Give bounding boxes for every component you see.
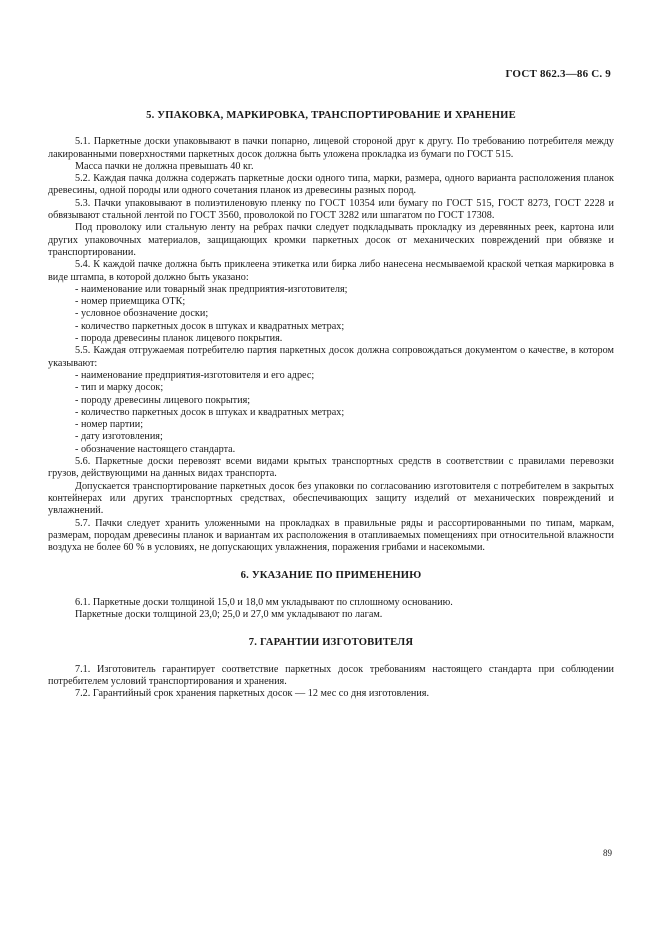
list-item: - количество паркетных досок в штуках и квадратных метрах; [75,320,345,332]
paragraph-5-2: 5.2. Каждая пачка должна содержать паркетные доски одного типа, марки, размера, одного варианта расположения планок древесины, одной породы или одного сочетания планок из древесины разных пород. [48,173,614,197]
document-body [48,106,614,700]
list-item: - номер партии; [75,419,144,431]
paragraph-7-2: 7.2. Гарантийный срок хранения паркетных досок — 12 мес со дня изготовления. [75,688,430,700]
list-item: - тип и марку досок; [75,382,164,394]
paragraph-5-3: 5.3. Пачки упаковывают в полиэтиленовую пленку по ГОСТ 10354 или бумагу по ГОСТ 515, ГОСТ 8273, ГОСТ 2228 и обвязывают стальной лентой по ГОСТ 3560, проволокой по ГОСТ 3282 или шпагатом по ГОСТ 17308. [48,197,614,222]
list-item: - наименование предприятия-изготовителя и его адрес; [75,369,315,381]
paragraph-5-3-wire: Под проволоку или стальную ленту на ребрах пачки следует подкладывать прокладку из деревянных реек, картона или других упаковочных материалов, защищающих кромки паркетных досок от механических повреждений при обвязке и транспортировании. [48,222,614,258]
paragraph-5-5: 5.5. Каждая отгружаемая потребителю партия паркетных досок должна сопровождаться документом о качестве, в котором указывают: [48,345,614,369]
paragraph-5-1: 5.1. Паркетные доски упаковывают в пачки попарно, лицевой стороной друг к другу. По требованию потребителя между лакированными поверхностями паркетных досок должна быть уложена прокладка из бумаги по ГОСТ 515. [48,136,614,160]
list-item: - условное обозначение доски; [75,308,209,320]
paragraph-5-1-mass: Масса пачки не должна превышать 40 кг. [75,160,254,172]
list-item: - порода древесины планок лицевого покрытия. [75,333,283,345]
paragraph-5-6: 5.6. Паркетные доски перевозят всеми видами крытых транспортных средств в соответствии с правилами перевозки грузов, действующими на данных видах транспорта. [48,456,614,480]
section-7-heading: 7. ГАРАНТИИ ИЗГОТОВИТЕЛЯ [248,637,414,649]
list-item: - наименование или товарный знак предприятия-изготовителя; [75,283,348,295]
list-item: - количество паркетных досок в штуках и квадратных метрах; [75,406,345,418]
paragraph-6-1: 6.1. Паркетные доски толщиной 15,0 и 18,0 мм укладывают по сплошному основанию. [75,596,453,608]
paragraph-5-7: 5.7. Пачки следует хранить уложенными на прокладках в правильные ряды и рассортированными по типам, маркам, размерам, породам древесины планок и вариантам их расположения в отапливаемых помещениях при относительной влажности воздуха не более 60 % в условиях, не допускающих увлажнения, поражения грибами и насекомыми. [48,517,614,554]
page-header: ГОСТ 862.3—86 С. 9 [505,68,611,80]
list-item: - обозначение настоящего стандарта. [75,443,236,455]
paragraph-5-6-allowed: Допускается транспортирование паркетных досок без упаковки по согласованию изготовителя с потребителем в закрытых контейнерах или других транспортных средствах, обеспечивающих защиту изделий от механических повреждений и увлажнений. [48,480,614,517]
page-number: 89 [603,848,612,858]
paragraph-7-1: 7.1. Изготовитель гарантирует соответствие паркетных досок требованиям настоящего стандарта при соблюдении потребителем условий транспортирования и хранения. [48,663,614,687]
section-6-heading: 6. УКАЗАНИЕ ПО ПРИМЕНЕНИЮ [240,570,422,582]
list-item: - породу древесины лицевого покрытия; [75,394,251,406]
section-5-heading: 5. УПАКОВКА, МАРКИРОВКА, ТРАНСПОРТИРОВАНИЕ И ХРАНЕНИЕ [146,110,516,121]
list-item: - номер приемщика ОТК; [75,296,186,308]
list-item: - дату изготовления; [75,431,163,443]
paragraph-5-4: 5.4. К каждой пачке должна быть приклеена этикетка или бирка либо нанесена несмываемой краской четкая маркировка в виде штампа, в которой должно быть указано: [48,259,614,283]
paragraph-6-1-lags: Паркетные доски толщиной 23,0; 25,0 и 27,0 мм укладывают по лагам. [75,608,383,620]
